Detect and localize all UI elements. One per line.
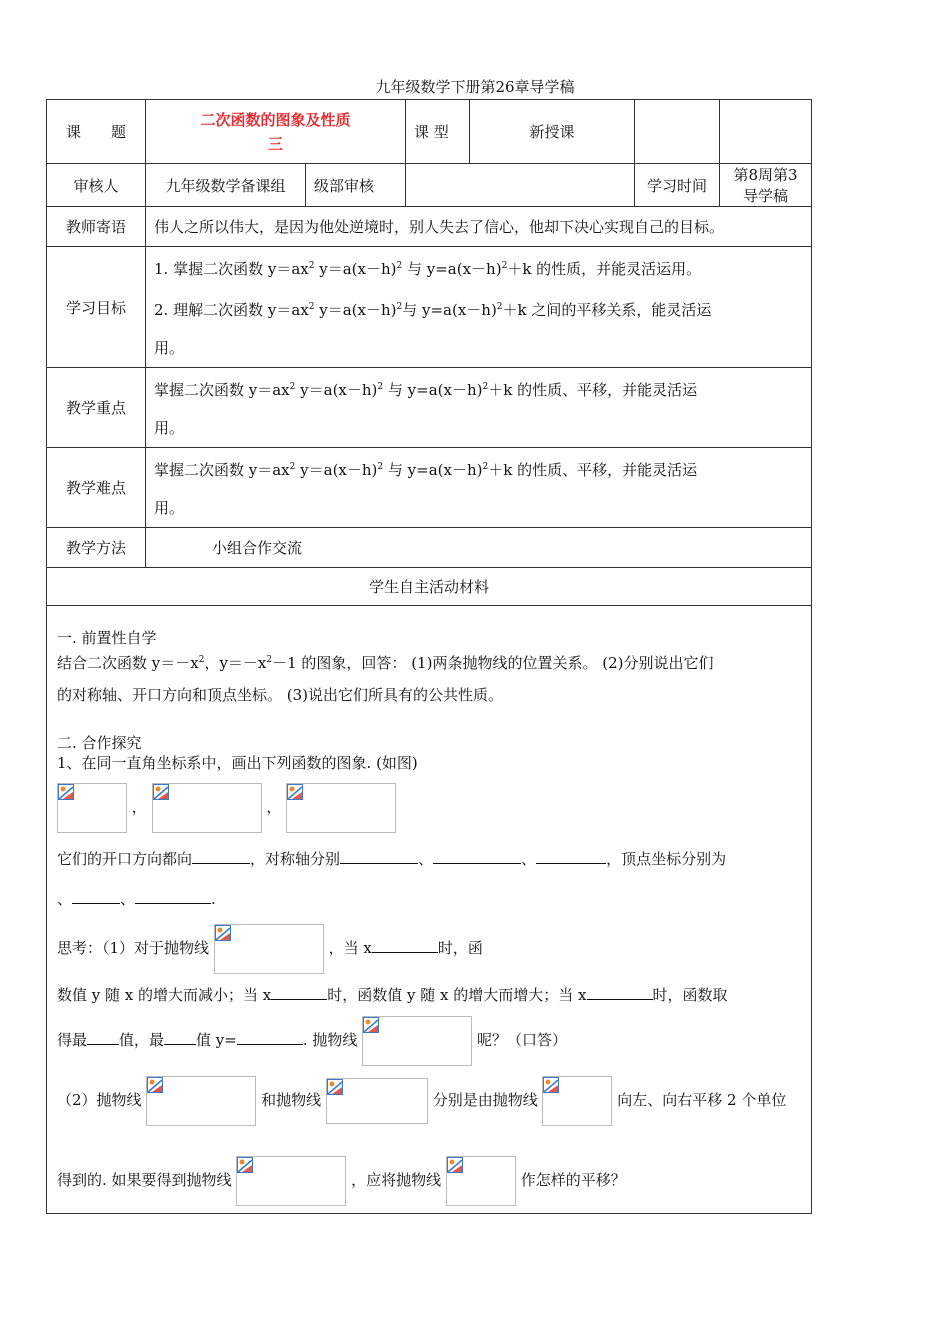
- empty-cell-2: [720, 100, 812, 164]
- answer-blank[interactable]: [536, 849, 606, 864]
- answer-blank[interactable]: [135, 889, 211, 904]
- image-placeholder-icon: [153, 784, 169, 800]
- method-label: 教学方法: [47, 528, 146, 568]
- type-value: 新授课: [470, 100, 635, 164]
- dept-review-label: 级部审核: [306, 164, 406, 207]
- answer-blank[interactable]: [87, 1030, 119, 1045]
- formula-image: [146, 1076, 256, 1126]
- answer-blank[interactable]: [433, 849, 521, 864]
- answer-blank[interactable]: [340, 849, 418, 864]
- formula-image: [57, 783, 127, 833]
- material-content: [47, 606, 812, 1214]
- formula-image: [362, 1016, 472, 1066]
- type-label: 课 型: [406, 100, 470, 164]
- focus-label: 教学重点: [47, 368, 146, 448]
- section1-text-2: 的对称轴、开口方向和顶点坐标。 (3)说出它们所具有的公共性质。: [57, 686, 504, 704]
- think2-line-1: （2）抛物线 和抛物线 分别是由抛物线 向左、向右平移 2 个单位: [57, 1075, 801, 1125]
- method-value: 小组合作交流: [146, 528, 812, 568]
- image-placeholder-icon: [363, 1017, 379, 1033]
- dept-review-value: [406, 164, 635, 207]
- difficulty-label: 教学难点: [47, 448, 146, 528]
- focus-content: 掌握二次函数 $y=ax^2$ $y=a(x-h)^2$ 与 $y=a(x-h)^2+k$ 的性质、平移，并能灵活运 用。: [146, 368, 812, 448]
- image-row-1: ， ，: [57, 783, 801, 835]
- section2-heading: 二. 合作探究: [57, 734, 142, 752]
- section2-q1: 1、在同一直角坐标系中，画出下列函数的图象. (如图): [57, 754, 418, 772]
- difficulty-content: 掌握二次函数 $y=ax^2$ $y=a(x-h)^2$ 与 $y=a(x-h)^2+k$ 的性质、平移，并能灵活运 用。: [146, 448, 812, 528]
- think2-line-2: 得到的. 如果要得到抛物线 ，应将抛物线 作怎样的平移？: [57, 1155, 801, 1205]
- answer-blank[interactable]: [164, 1030, 196, 1045]
- image-placeholder-icon: [147, 1077, 163, 1093]
- lesson-table: [46, 99, 812, 1214]
- reviewer-label: 审核人: [47, 164, 146, 207]
- topic-label: 课 题: [47, 100, 146, 164]
- image-placeholder-icon: [447, 1157, 463, 1173]
- teacher-message-label: 教师寄语: [47, 207, 146, 247]
- answer-blank[interactable]: [72, 889, 120, 904]
- formula-image: [214, 924, 324, 974]
- lesson-title-line1: 二次函数的图象及性质: [200, 110, 351, 129]
- study-time-value: 第8周第3导学稿: [720, 164, 812, 207]
- image-placeholder-icon: [237, 1157, 253, 1173]
- fill-line-2: 、 、 .: [57, 890, 216, 908]
- image-placeholder-icon: [287, 784, 303, 800]
- goals-label: 学习目标: [47, 247, 146, 368]
- think-line-1: 思考：（1）对于抛物线 ，当 x 时，函: [57, 923, 801, 973]
- page-header: 九年级数学下册第26章导学稿: [375, 78, 575, 96]
- answer-blank[interactable]: [587, 985, 653, 1000]
- answer-blank[interactable]: [271, 985, 327, 1000]
- empty-cell-1: [635, 100, 720, 164]
- formula-image: [152, 783, 262, 833]
- formula-image: [542, 1076, 612, 1126]
- lesson-title-line2: 三: [268, 134, 284, 153]
- fill-line-1: 它们的开口方向都向 ，对称轴分别 、 、 ，顶点坐标分别为: [57, 850, 727, 868]
- material-title: 学生自主活动材料: [47, 568, 812, 606]
- formula-image: [326, 1078, 428, 1124]
- goals-content: 1. 掌握二次函数 $y=ax^2$ $y=a(x-h)^2$ 与 $y=a(x-h)^2+k$ 的性质，并能灵活运用。 2. 理解二次函数 $y=ax^2$ $y=a(x-h)^2$与 $y=a(x-h)^2+k$ 之间的平移关系，能灵活运 用。: [146, 247, 812, 368]
- formula-image: [286, 783, 396, 833]
- image-placeholder-icon: [543, 1077, 559, 1093]
- formula-image: [446, 1156, 516, 1206]
- image-placeholder-icon: [58, 784, 74, 800]
- section1-text: 结合二次函数 $y=-x^2$，$y=-x^2-1$ 的图象，回答： (1)两条抛物线的位置关系。 (2)分别说出它们: [57, 654, 714, 672]
- section1-heading: 一. 前置性自学: [57, 629, 157, 647]
- lesson-title: [146, 100, 406, 164]
- teacher-message: 伟人之所以伟大，是因为他处逆境时，别人失去了信心，他却下决心实现自己的目标。: [146, 207, 812, 247]
- image-placeholder-icon: [327, 1079, 343, 1095]
- think-line-2: 数值 y 随 x 的增大而减小；当 x 时，函数值 y 随 x 的增大而增大；当 x 时，函数取: [57, 986, 728, 1004]
- answer-blank[interactable]: [372, 938, 438, 953]
- formula-image: [236, 1156, 346, 1206]
- answer-blank[interactable]: [237, 1030, 303, 1045]
- image-placeholder-icon: [215, 925, 231, 941]
- reviewer-value: 九年级数学备课组: [146, 164, 306, 207]
- think-line-3: 得最 值，最 值 y= . 抛物线 呢？（口答）: [57, 1015, 801, 1065]
- answer-blank[interactable]: [192, 849, 250, 864]
- study-time-label: 学习时间: [635, 164, 720, 207]
